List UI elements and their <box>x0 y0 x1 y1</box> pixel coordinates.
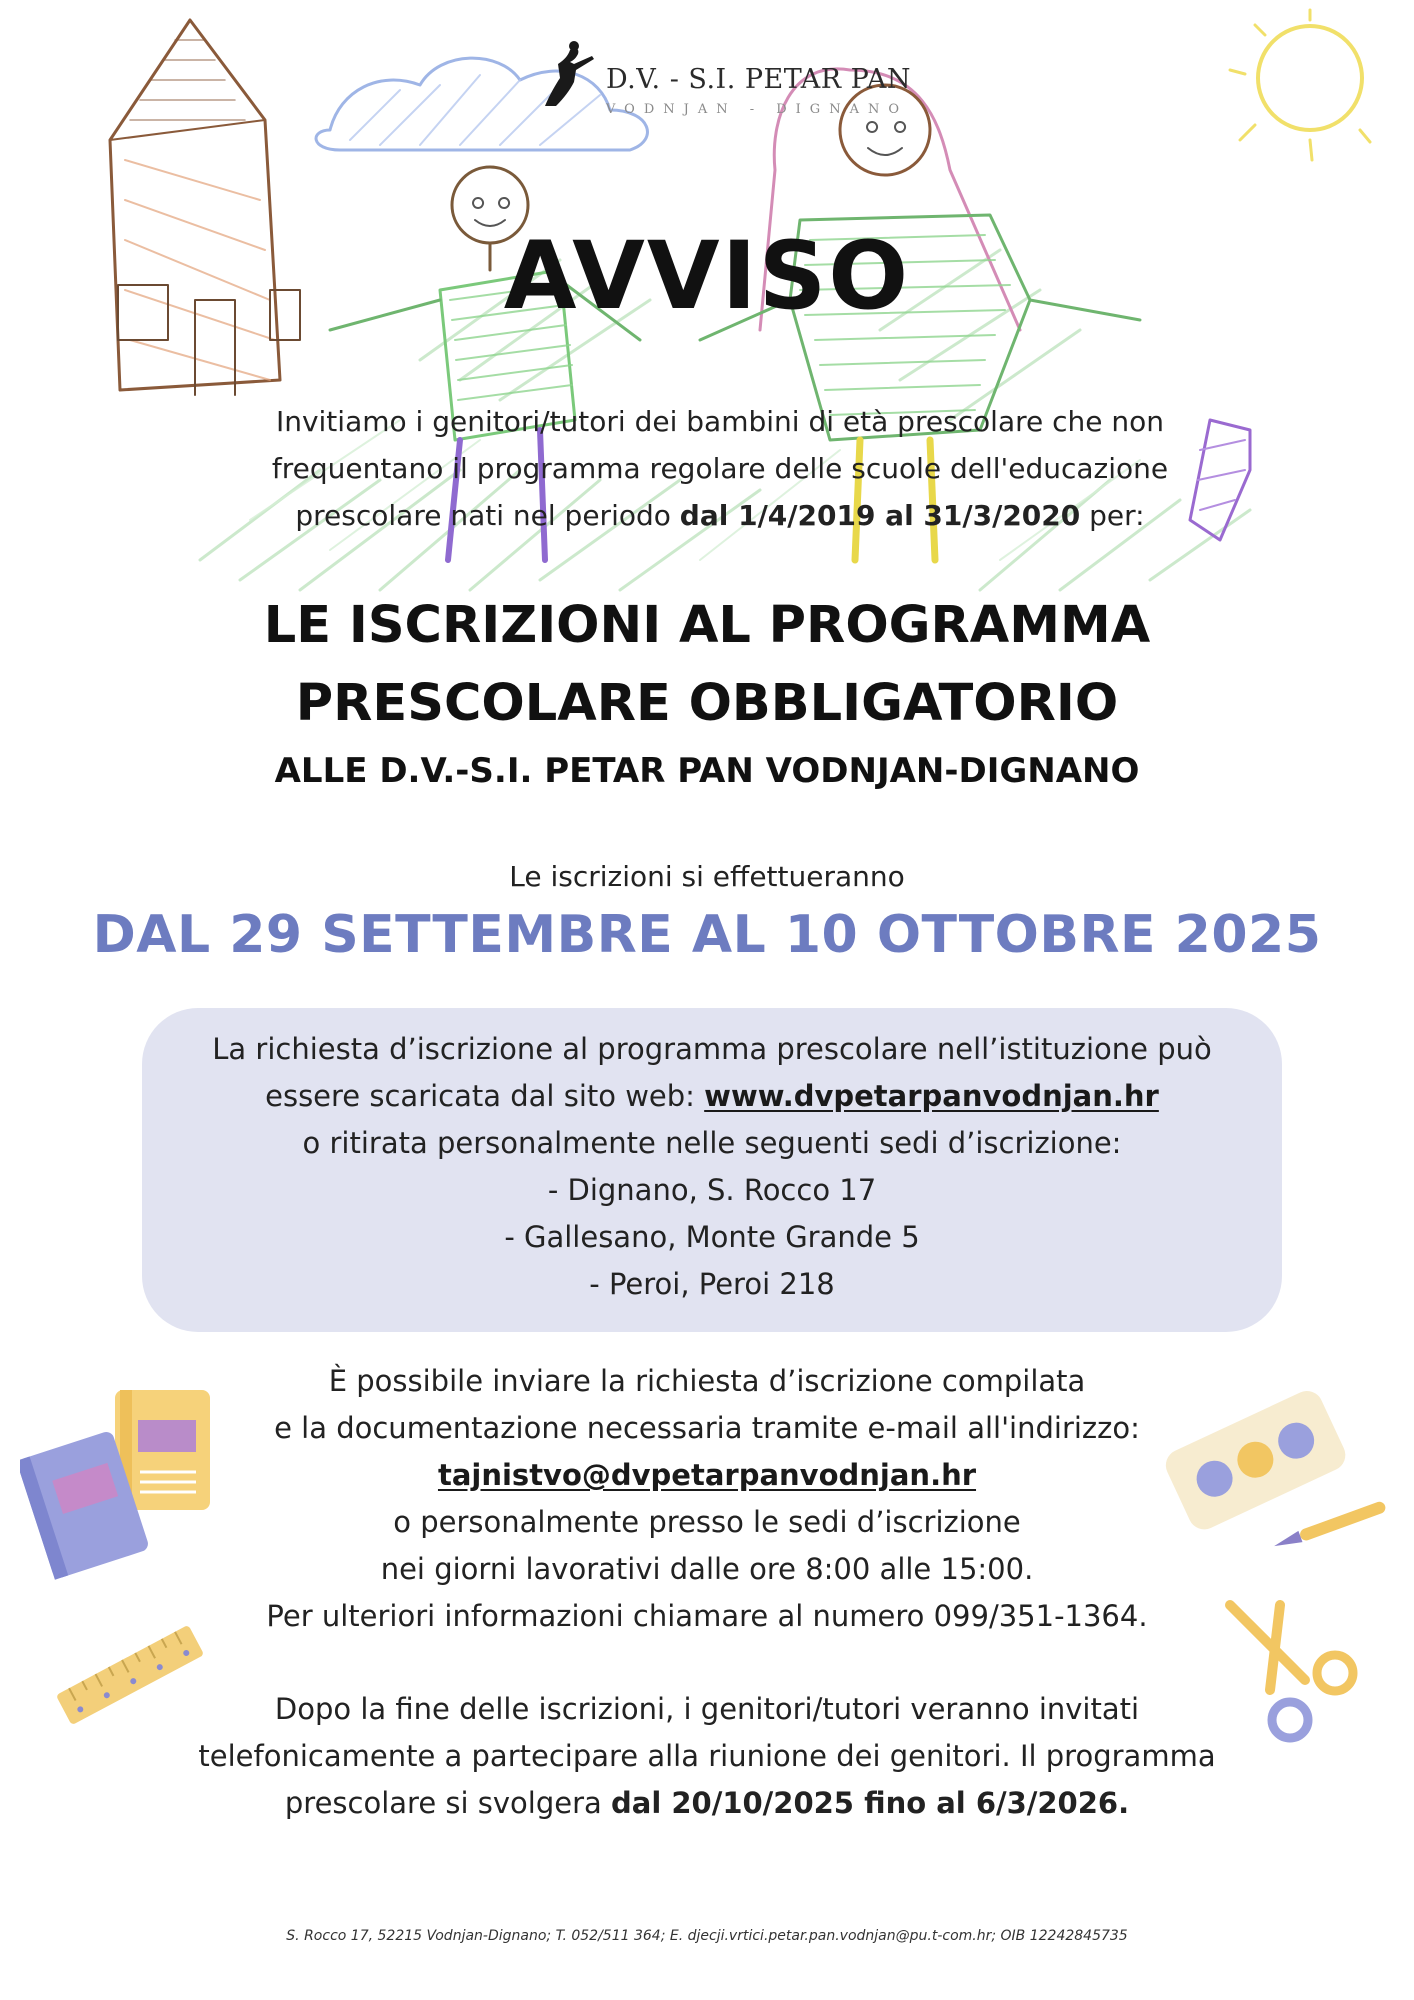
closing-line-2: telefonicamente a partecipare alla riunione dei genitori. Il programma <box>198 1739 1216 1773</box>
location-item: - Dignano, S. Rocco 17 <box>547 1173 877 1207</box>
page-title: AVVISO <box>503 222 911 331</box>
peter-pan-logo-icon <box>530 34 600 124</box>
intro-line-3-text: prescolare nati nel periodo <box>295 499 680 532</box>
location-item: - Gallesano, Monte Grande 5 <box>504 1220 920 1254</box>
intro-paragraph <box>200 398 1240 539</box>
books-icon <box>20 1380 220 1580</box>
enrolment-lead: Le iscrizioni si effettueranno <box>509 860 905 893</box>
logo-subtitle: VODNJAN - DIGNANO <box>606 102 908 117</box>
paint-palette-icon <box>1150 1380 1400 1580</box>
location-item: - Peroi, Peroi 218 <box>589 1267 835 1301</box>
closing-paragraph <box>140 1686 1274 1827</box>
main-heading-line-2: PRESCOLARE OBBLIGATORIO <box>295 674 1119 733</box>
contact-line-6: Per ulteriori informazioni chiamare al numero 099/351-1364. <box>266 1599 1148 1633</box>
info-box-text <box>142 1026 1282 1308</box>
email-link[interactable]: tajnistvo@dvpetarpanvodnjan.hr <box>437 1458 977 1492</box>
enrolment-dates: DAL 29 SETTEMBRE AL 10 OTTOBRE 2025 <box>92 905 1322 965</box>
contact-line-1: È possibile inviare la richiesta d’iscrizione compilata <box>328 1364 1086 1398</box>
program-date-range: dal 20/10/2025 fino al 6/3/2026. <box>611 1786 1130 1820</box>
ruler-icon <box>50 1620 210 1730</box>
sub-heading: ALLE D.V.-S.I. PETAR PAN VODNJAN-DIGNANO <box>274 751 1140 791</box>
intro-line-3-suffix: per: <box>1080 499 1145 532</box>
scissors-icon <box>1210 1595 1390 1755</box>
info-line-1: La richiesta d’iscrizione al programma prescolare nell’istituzione può <box>212 1032 1212 1066</box>
info-line-2 <box>142 1073 1282 1120</box>
website-link[interactable]: www.dvpetarpanvodnjan.hr <box>704 1079 1159 1113</box>
contact-line-4: o personalmente presso le sedi d’iscrizione <box>393 1505 1021 1539</box>
closing-line-3 <box>140 1780 1274 1827</box>
intro-line-2: frequentano il programma regolare delle scuole dell'educazione <box>271 452 1169 485</box>
birth-date-range: dal 1/4/2019 al 31/3/2020 <box>679 499 1081 532</box>
intro-line-1: Invitiamo i genitori/tutori dei bambini di età prescolare che non <box>275 405 1165 438</box>
intro-line-3 <box>200 492 1240 539</box>
main-heading <box>0 587 1414 743</box>
footer-contact: S. Rocco 17, 52215 Vodnjan-Dignano; T. 052/511 364; E. djecji.vrtici.petar.pan.vodnjan@pu.t-com.hr; OIB 12242845735 <box>286 1928 1128 1944</box>
info-line-3: o ritirata personalmente nelle seguenti sedi d’iscrizione: <box>302 1126 1122 1160</box>
info-line-2-text: essere scaricata dal sito web: <box>265 1079 705 1113</box>
contact-email-line <box>200 1452 1214 1499</box>
logo-name: D.V. - S.I. PETAR PAN <box>606 64 911 95</box>
closing-line-1: Dopo la fine delle iscrizioni, i genitori/tutori veranno invitati <box>274 1692 1140 1726</box>
closing-line-3-text: prescolare si svolgera <box>284 1786 611 1820</box>
contact-paragraph <box>200 1358 1214 1640</box>
contact-line-5: nei giorni lavorativi dalle ore 8:00 alle 15:00. <box>380 1552 1034 1586</box>
contact-line-2: e la documentazione necessaria tramite e-mail all'indirizzo: <box>274 1411 1140 1445</box>
main-heading-line-1: LE ISCRIZIONI AL PROGRAMMA <box>263 596 1151 655</box>
